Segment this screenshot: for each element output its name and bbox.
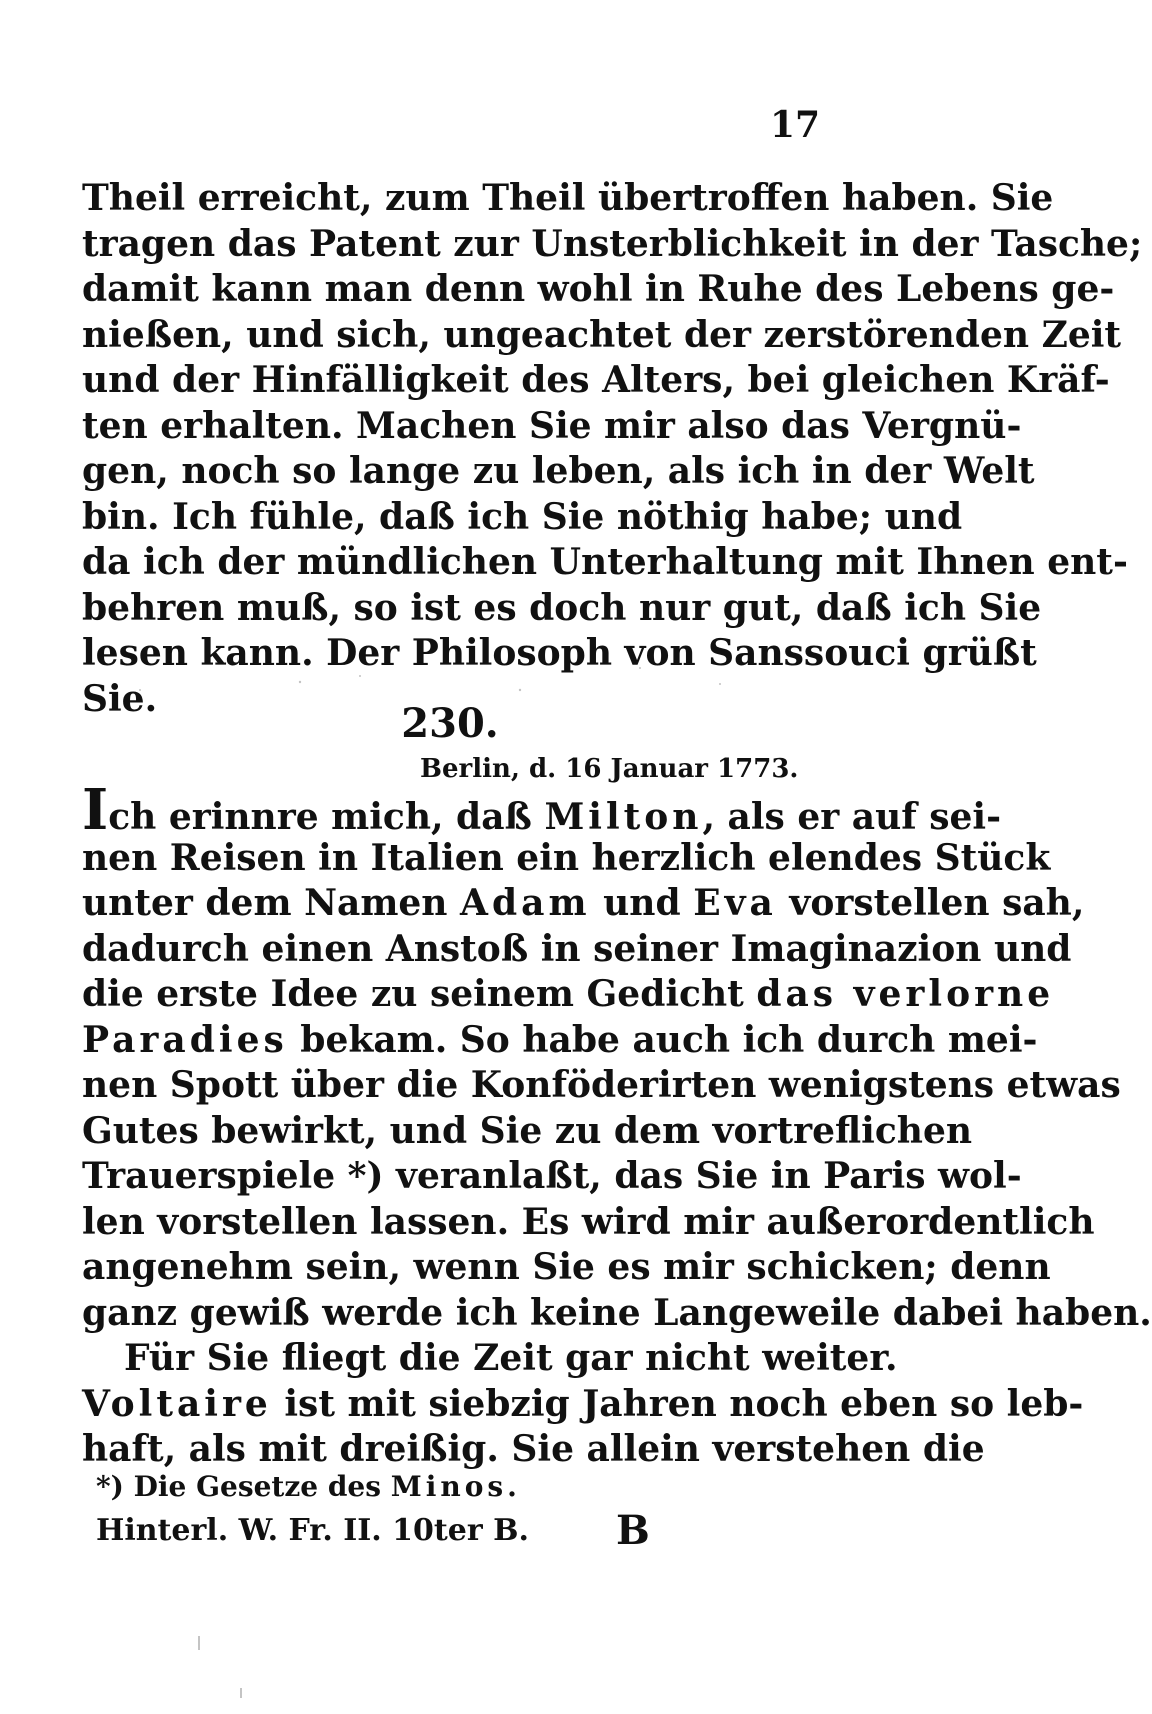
page-number: 17 (770, 104, 821, 146)
emphasized-name-voltaire: Voltaire (82, 1382, 272, 1425)
text-line (82, 881, 1085, 927)
sheet-signature-mark: B (616, 1507, 650, 1554)
emphasized-title-paradies: Paradies (82, 1018, 288, 1061)
footnote-text: *) Die Gesetze des (96, 1470, 381, 1503)
text-fragment: ch erinnre mich, daß (108, 796, 532, 838)
emphasized-name-milton: Milton (544, 796, 703, 838)
emphasized-title-verlorne: das verlorne (756, 973, 1055, 1015)
text-line: len vorstellen lassen. Es wird mir außerordentlich (82, 1200, 1095, 1243)
emphasized-name-eva: Eva (693, 882, 777, 924)
text-line: lesen kann. Der Philosoph von Sanssouci grüßt (82, 632, 1037, 674)
text-line: Sie. (82, 677, 158, 720)
text-line: Trauerspiele *) veranlaßt, das Sie in Paris wol- (82, 1155, 1022, 1197)
text-fragment: bekam. So habe auch ich durch mei- (300, 1018, 1038, 1061)
text-line: damit kann man denn wohl in Ruhe des Lebens ge- (82, 268, 1115, 310)
text-line: Gutes bewirkt, und Sie zu dem vortreflichen (82, 1109, 973, 1152)
drop-cap: I (82, 777, 109, 843)
letter-230-body (82, 777, 1152, 1473)
text-fragment: unter dem Namen (82, 882, 448, 924)
text-line: nießen, und sich, ungeachtet der zerstörenden Zeit (82, 313, 1122, 356)
text-fragment: vorstellen sah, (789, 882, 1085, 924)
text-line: nen Spott über die Konföderirten wenigstens etwas (82, 1064, 1121, 1106)
footnote-title: Minos. (390, 1470, 521, 1503)
letter-229-closing-paragraph (82, 176, 1143, 722)
footnote (96, 1470, 521, 1503)
text-line: dadurch einen Anstoß in seiner Imaginazion und (82, 927, 1072, 970)
text-line: Theil erreicht, zum Theil übertroffen haben. Sie (82, 177, 1054, 219)
text-line: Für Sie fliegt die Zeit gar nicht weiter. (124, 1337, 898, 1379)
text-fragment: die erste Idee zu seinem Gedicht (82, 973, 744, 1015)
text-fragment: und (603, 882, 681, 924)
text-line: nen Reisen in Italien ein herzlich elendes Stück (82, 836, 1051, 879)
text-line (82, 972, 1055, 1018)
text-line (82, 1382, 1084, 1428)
text-line (82, 777, 1002, 843)
emphasized-name-adam: Adam (460, 882, 591, 924)
text-line: gen, noch so lange zu leben, als ich in der Welt (82, 450, 1035, 492)
text-line: da ich der mündlichen Unterhaltung mit Ihnen ent- (82, 541, 1128, 583)
text-line: bin. Ich fühle, daß ich Sie nöthig habe; und (82, 495, 963, 538)
printer-signature-line (96, 1507, 836, 1554)
text-line: angenehm sein, wenn Sie es mir schicken; denn (82, 1246, 1051, 1288)
text-line: tragen das Patent zur Unsterblichkeit in der Tasche; (82, 222, 1143, 265)
letter-number: 230. (401, 700, 499, 747)
text-fragment: , als er auf sei- (702, 796, 1002, 838)
text-line: haft, als mit dreißig. Sie allein verstehen die (82, 1428, 985, 1470)
text-line: ten erhalten. Machen Sie mir also das Vergnü- (82, 404, 1022, 447)
signature-text: Hinterl. W. Fr. II. 10ter B. (96, 1513, 529, 1548)
text-line: ganz gewiß werde ich keine Langeweile dabei haben. (82, 1291, 1152, 1334)
text-fragment: ist mit siebzig Jahren noch eben so leb- (284, 1382, 1084, 1425)
dateline: Berlin, d. 16 Januar 1773. (420, 754, 799, 784)
text-line: behren muß, so ist es doch nur gut, daß ich Sie (82, 586, 1042, 629)
text-line: und der Hinfälligkeit des Alters, bei gleichen Kräf- (82, 359, 1110, 401)
text-line (82, 1018, 1038, 1064)
